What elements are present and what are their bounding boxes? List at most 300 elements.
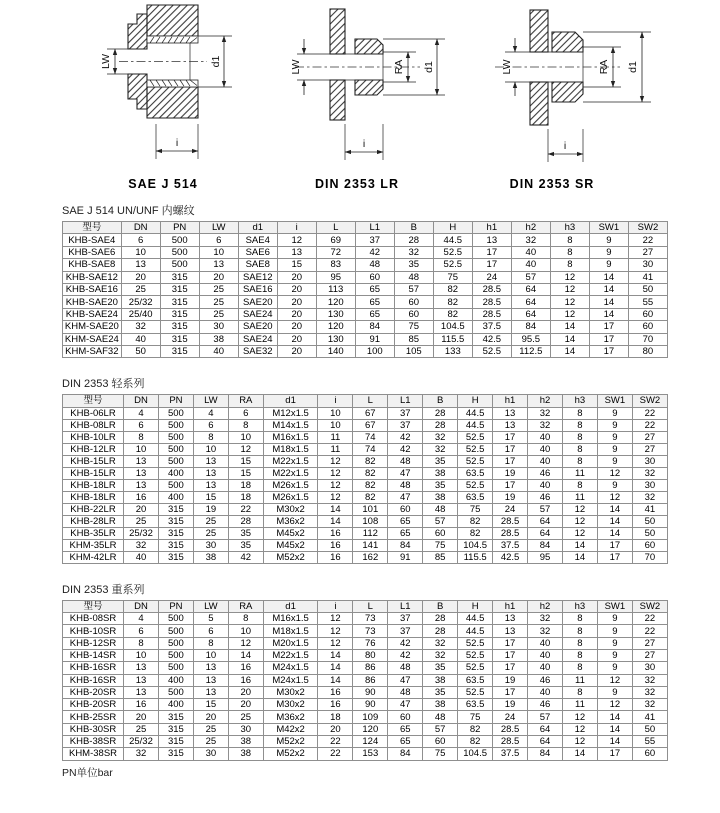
- value-cell: 84: [528, 748, 563, 760]
- value-cell: 44.5: [458, 625, 493, 637]
- value-cell: 18: [318, 711, 353, 723]
- value-cell: 112: [353, 527, 388, 539]
- value-cell: 15: [228, 467, 263, 479]
- value-cell: 14: [318, 674, 353, 686]
- value-cell: 315: [160, 283, 199, 295]
- value-cell: 91: [388, 551, 423, 563]
- model-cell: KHB-28LR: [63, 515, 124, 527]
- value-cell: 500: [158, 407, 193, 419]
- value-cell: 40: [528, 637, 563, 649]
- model-cell: KHB-15LR: [63, 467, 124, 479]
- value-cell: 32: [632, 467, 667, 479]
- value-cell: 30: [193, 539, 228, 551]
- value-cell: 9: [597, 419, 632, 431]
- value-cell: 8: [550, 246, 589, 258]
- value-cell: 9: [597, 479, 632, 491]
- figure-title-din2353-sr: DIN 2353 SR: [509, 177, 595, 191]
- value-cell: 13: [193, 455, 228, 467]
- value-cell: 64: [511, 308, 550, 320]
- dimension-i: [156, 124, 198, 159]
- value-cell: 8: [562, 613, 597, 625]
- column-header: DN: [124, 600, 159, 612]
- value-cell: 13: [193, 479, 228, 491]
- value-cell: 42: [355, 246, 394, 258]
- column-header: h3: [562, 395, 597, 407]
- table-row: [63, 515, 668, 527]
- value-cell: M22x1.5: [263, 455, 318, 467]
- model-cell: KHB-08SR: [63, 613, 124, 625]
- table-row: [63, 613, 668, 625]
- value-cell: 52.5: [458, 686, 493, 698]
- value-cell: 28.5: [493, 515, 528, 527]
- value-cell: 8: [550, 234, 589, 246]
- bulkhead-plate-section: [530, 10, 548, 125]
- value-cell: 140: [316, 345, 355, 357]
- value-cell: 42.5: [472, 333, 511, 345]
- value-cell: 60: [632, 539, 667, 551]
- value-cell: 19: [493, 674, 528, 686]
- value-cell: 500: [158, 419, 193, 431]
- value-cell: 82: [458, 515, 493, 527]
- value-cell: 8: [562, 419, 597, 431]
- table-row: [63, 431, 668, 443]
- value-cell: 9: [597, 613, 632, 625]
- value-cell: 17: [589, 321, 628, 333]
- value-cell: 141: [353, 539, 388, 551]
- dim-label-ra: RA: [393, 59, 405, 75]
- value-cell: 14: [550, 333, 589, 345]
- value-cell: 17: [493, 662, 528, 674]
- model-cell: KHB-18LR: [63, 479, 124, 491]
- value-cell: 32: [423, 443, 458, 455]
- value-cell: 82: [353, 479, 388, 491]
- value-cell: 4: [193, 407, 228, 419]
- value-cell: 48: [394, 271, 433, 283]
- value-cell: 73: [353, 625, 388, 637]
- dimension-i: [345, 124, 383, 160]
- column-header: h2: [528, 600, 563, 612]
- value-cell: 40: [528, 443, 563, 455]
- value-cell: 315: [158, 551, 193, 563]
- column-header: LW: [199, 222, 238, 234]
- value-cell: 12: [562, 515, 597, 527]
- value-cell: 75: [458, 503, 493, 515]
- value-cell: 50: [628, 283, 667, 295]
- column-header: H: [458, 600, 493, 612]
- value-cell: 130: [316, 333, 355, 345]
- value-cell: 57: [394, 283, 433, 295]
- value-cell: 60: [388, 503, 423, 515]
- column-header: SW2: [632, 600, 667, 612]
- model-cell: KHB-SAE4: [63, 234, 122, 246]
- value-cell: 19: [493, 467, 528, 479]
- drawing-din2353-lr: [285, 2, 460, 172]
- table-row: [63, 455, 668, 467]
- value-cell: 40: [528, 455, 563, 467]
- value-cell: 82: [458, 723, 493, 735]
- value-cell: 14: [589, 271, 628, 283]
- column-header: B: [423, 395, 458, 407]
- value-cell: 64: [511, 296, 550, 308]
- value-cell: 12: [562, 527, 597, 539]
- value-cell: 500: [158, 479, 193, 491]
- model-cell: KHB-14SR: [63, 649, 124, 661]
- table-row: [63, 345, 668, 357]
- value-cell: 52.5: [472, 345, 511, 357]
- bulkhead-plate-section: [330, 9, 345, 120]
- column-header: 型号: [63, 395, 124, 407]
- value-cell: 32: [632, 699, 667, 711]
- value-cell: 32: [121, 321, 160, 333]
- value-cell: 12: [597, 674, 632, 686]
- dim-label-i: i: [362, 138, 366, 150]
- value-cell: 104.5: [458, 539, 493, 551]
- value-cell: 84: [388, 539, 423, 551]
- value-cell: 16: [318, 686, 353, 698]
- value-cell: 12: [318, 467, 353, 479]
- table-row: [63, 711, 668, 723]
- value-cell: M18x1.5: [263, 625, 318, 637]
- value-cell: 16: [318, 551, 353, 563]
- value-cell: SAE32: [238, 345, 277, 357]
- table-row: [63, 649, 668, 661]
- value-cell: 17: [493, 649, 528, 661]
- value-cell: 85: [423, 551, 458, 563]
- value-cell: 37.5: [493, 748, 528, 760]
- value-cell: 67: [353, 419, 388, 431]
- value-cell: 60: [423, 527, 458, 539]
- value-cell: 12: [318, 479, 353, 491]
- model-cell: KHM-SAE24: [63, 333, 122, 345]
- value-cell: 101: [353, 503, 388, 515]
- value-cell: 315: [158, 748, 193, 760]
- value-cell: 60: [394, 296, 433, 308]
- value-cell: 400: [158, 674, 193, 686]
- value-cell: 14: [550, 321, 589, 333]
- value-cell: 10: [228, 625, 263, 637]
- value-cell: 30: [193, 748, 228, 760]
- tables-content: [0, 204, 720, 780]
- value-cell: 133: [433, 345, 472, 357]
- value-cell: 22: [318, 748, 353, 760]
- value-cell: 32: [528, 419, 563, 431]
- value-cell: M16x1.5: [263, 613, 318, 625]
- value-cell: 22: [228, 503, 263, 515]
- value-cell: 6: [124, 419, 159, 431]
- value-cell: 12: [562, 503, 597, 515]
- value-cell: 9: [589, 234, 628, 246]
- value-cell: 40: [511, 259, 550, 271]
- value-cell: 12: [318, 613, 353, 625]
- value-cell: 44.5: [458, 407, 493, 419]
- value-cell: 113: [316, 283, 355, 295]
- value-cell: 38: [423, 467, 458, 479]
- value-cell: 4: [124, 613, 159, 625]
- table-row: [63, 321, 668, 333]
- value-cell: 8: [228, 613, 263, 625]
- model-cell: KHB-SAE8: [63, 259, 122, 271]
- value-cell: 14: [589, 296, 628, 308]
- value-cell: 64: [528, 723, 563, 735]
- value-cell: 17: [472, 246, 511, 258]
- value-cell: 22: [318, 736, 353, 748]
- model-cell: KHB-06LR: [63, 407, 124, 419]
- value-cell: 17: [597, 551, 632, 563]
- value-cell: 75: [423, 748, 458, 760]
- value-cell: 82: [433, 308, 472, 320]
- value-cell: 8: [124, 637, 159, 649]
- value-cell: 315: [158, 736, 193, 748]
- dim-label-d1: d1: [423, 61, 435, 73]
- value-cell: 25: [199, 308, 238, 320]
- value-cell: 52.5: [458, 662, 493, 674]
- value-cell: 37: [388, 407, 423, 419]
- value-cell: 83: [316, 259, 355, 271]
- table-din2353-sr: [62, 600, 668, 761]
- column-header: PN: [160, 222, 199, 234]
- section-title: SAE J 514 UN/UNF 内螺纹: [62, 205, 195, 217]
- dim-label-i: i: [563, 140, 567, 152]
- table-row: [63, 271, 668, 283]
- value-cell: 20: [318, 723, 353, 735]
- value-cell: 120: [353, 723, 388, 735]
- value-cell: 315: [160, 321, 199, 333]
- value-cell: 19: [493, 491, 528, 503]
- value-cell: 46: [528, 699, 563, 711]
- value-cell: 400: [158, 491, 193, 503]
- value-cell: M30x2: [263, 699, 318, 711]
- table-row: [63, 539, 668, 551]
- column-header: h2: [511, 222, 550, 234]
- model-cell: KHB-16SR: [63, 674, 124, 686]
- column-header: L: [316, 222, 355, 234]
- value-cell: 38: [228, 748, 263, 760]
- value-cell: 37.5: [493, 539, 528, 551]
- dim-label-d1: d1: [627, 61, 639, 73]
- value-cell: 12: [562, 711, 597, 723]
- value-cell: 120: [316, 296, 355, 308]
- value-cell: 130: [316, 308, 355, 320]
- value-cell: 40: [124, 551, 159, 563]
- value-cell: 17: [589, 345, 628, 357]
- column-header: RA: [228, 600, 263, 612]
- value-cell: 60: [628, 321, 667, 333]
- section-din2353-lr: [62, 377, 668, 563]
- value-cell: 14: [318, 649, 353, 661]
- value-cell: 60: [632, 748, 667, 760]
- value-cell: 12: [550, 271, 589, 283]
- value-cell: 64: [528, 527, 563, 539]
- value-cell: 42: [388, 431, 423, 443]
- value-cell: 25/40: [121, 308, 160, 320]
- value-cell: 6: [228, 407, 263, 419]
- value-cell: 40: [121, 333, 160, 345]
- value-cell: 32: [511, 234, 550, 246]
- dim-label-i: i: [175, 137, 179, 149]
- value-cell: SAE20: [238, 296, 277, 308]
- value-cell: 48: [423, 711, 458, 723]
- value-cell: 17: [493, 455, 528, 467]
- value-cell: 90: [353, 686, 388, 698]
- table-row: [63, 296, 668, 308]
- value-cell: 65: [388, 723, 423, 735]
- value-cell: M26x1.5: [263, 491, 318, 503]
- value-cell: 22: [632, 419, 667, 431]
- value-cell: 38: [199, 333, 238, 345]
- value-cell: 57: [528, 503, 563, 515]
- model-cell: KHB-35LR: [63, 527, 124, 539]
- column-header: B: [423, 600, 458, 612]
- value-cell: 52.5: [433, 259, 472, 271]
- value-cell: 27: [632, 637, 667, 649]
- value-cell: 10: [318, 407, 353, 419]
- table-row: [63, 637, 668, 649]
- value-cell: 35: [423, 479, 458, 491]
- value-cell: 47: [388, 467, 423, 479]
- value-cell: 8: [562, 649, 597, 661]
- value-cell: 124: [353, 736, 388, 748]
- value-cell: 14: [562, 748, 597, 760]
- table-row: [63, 333, 668, 345]
- value-cell: 91: [355, 333, 394, 345]
- table-row: [63, 527, 668, 539]
- value-cell: 38: [228, 736, 263, 748]
- value-cell: 22: [632, 407, 667, 419]
- value-cell: 6: [193, 625, 228, 637]
- column-header: 型号: [63, 222, 122, 234]
- value-cell: 104.5: [433, 321, 472, 333]
- model-cell: KHM-42LR: [63, 551, 124, 563]
- value-cell: 500: [160, 234, 199, 246]
- model-cell: KHM-SAF32: [63, 345, 122, 357]
- column-header: h1: [493, 600, 528, 612]
- value-cell: 14: [562, 551, 597, 563]
- value-cell: M18x1.5: [263, 443, 318, 455]
- value-cell: 28.5: [472, 283, 511, 295]
- value-cell: 8: [562, 443, 597, 455]
- value-cell: SAE4: [238, 234, 277, 246]
- value-cell: 57: [423, 515, 458, 527]
- value-cell: 32: [528, 625, 563, 637]
- value-cell: 25: [228, 711, 263, 723]
- value-cell: 35: [228, 527, 263, 539]
- value-cell: M26x1.5: [263, 479, 318, 491]
- value-cell: 500: [160, 246, 199, 258]
- value-cell: 25: [199, 283, 238, 295]
- value-cell: 14: [550, 345, 589, 357]
- value-cell: 63.5: [458, 467, 493, 479]
- value-cell: 41: [632, 711, 667, 723]
- value-cell: M20x1.5: [263, 637, 318, 649]
- value-cell: 52.5: [433, 246, 472, 258]
- value-cell: 112.5: [511, 345, 550, 357]
- value-cell: 16: [318, 527, 353, 539]
- value-cell: 52.5: [458, 431, 493, 443]
- value-cell: 63.5: [458, 699, 493, 711]
- value-cell: 15: [193, 699, 228, 711]
- table-din2353-lr: [62, 394, 668, 563]
- figure-title-sae-j514: SAE J 514: [128, 177, 198, 191]
- table-row: [63, 699, 668, 711]
- column-header: L: [353, 395, 388, 407]
- value-cell: 42: [388, 443, 423, 455]
- value-cell: 20: [199, 271, 238, 283]
- value-cell: 64: [511, 283, 550, 295]
- value-cell: 9: [589, 246, 628, 258]
- value-cell: 82: [433, 283, 472, 295]
- value-cell: 12: [228, 443, 263, 455]
- value-cell: 12: [318, 455, 353, 467]
- value-cell: 10: [124, 649, 159, 661]
- value-cell: 12: [597, 699, 632, 711]
- value-cell: 57: [423, 723, 458, 735]
- column-header: d1: [238, 222, 277, 234]
- value-cell: 10: [193, 443, 228, 455]
- value-cell: 8: [562, 455, 597, 467]
- value-cell: 500: [158, 455, 193, 467]
- value-cell: 70: [632, 551, 667, 563]
- value-cell: 28.5: [472, 296, 511, 308]
- value-cell: 13: [493, 625, 528, 637]
- value-cell: 16: [124, 491, 159, 503]
- value-cell: 32: [394, 246, 433, 258]
- value-cell: 12: [277, 234, 316, 246]
- value-cell: 30: [199, 321, 238, 333]
- value-cell: 13: [277, 246, 316, 258]
- value-cell: 12: [562, 723, 597, 735]
- value-cell: 82: [353, 467, 388, 479]
- table-row: [63, 419, 668, 431]
- value-cell: 28.5: [493, 736, 528, 748]
- value-cell: 95.5: [511, 333, 550, 345]
- value-cell: 35: [423, 662, 458, 674]
- value-cell: 27: [632, 443, 667, 455]
- value-cell: 40: [528, 649, 563, 661]
- value-cell: 8: [562, 407, 597, 419]
- value-cell: M42x2: [263, 723, 318, 735]
- value-cell: 82: [433, 296, 472, 308]
- value-cell: 73: [353, 613, 388, 625]
- value-cell: 9: [597, 649, 632, 661]
- header-row: [63, 600, 668, 612]
- column-header: d1: [263, 395, 318, 407]
- value-cell: 315: [158, 527, 193, 539]
- column-header: LW: [193, 395, 228, 407]
- value-cell: 60: [388, 711, 423, 723]
- value-cell: 41: [628, 271, 667, 283]
- value-cell: 16: [228, 674, 263, 686]
- value-cell: 57: [511, 271, 550, 283]
- value-cell: 13: [493, 407, 528, 419]
- value-cell: 57: [528, 711, 563, 723]
- value-cell: M52x2: [263, 748, 318, 760]
- value-cell: 13: [121, 259, 160, 271]
- value-cell: 500: [158, 686, 193, 698]
- model-cell: KHM-38SR: [63, 748, 124, 760]
- value-cell: 25/32: [121, 296, 160, 308]
- value-cell: 24: [472, 271, 511, 283]
- model-cell: KHB-10LR: [63, 431, 124, 443]
- value-cell: 28: [423, 407, 458, 419]
- dim-label-lw: LW: [290, 59, 302, 75]
- value-cell: 48: [388, 686, 423, 698]
- value-cell: 11: [562, 674, 597, 686]
- value-cell: SAE12: [238, 271, 277, 283]
- value-cell: 76: [353, 637, 388, 649]
- column-header: B: [394, 222, 433, 234]
- technical-drawings: [0, 0, 720, 196]
- value-cell: 13: [493, 419, 528, 431]
